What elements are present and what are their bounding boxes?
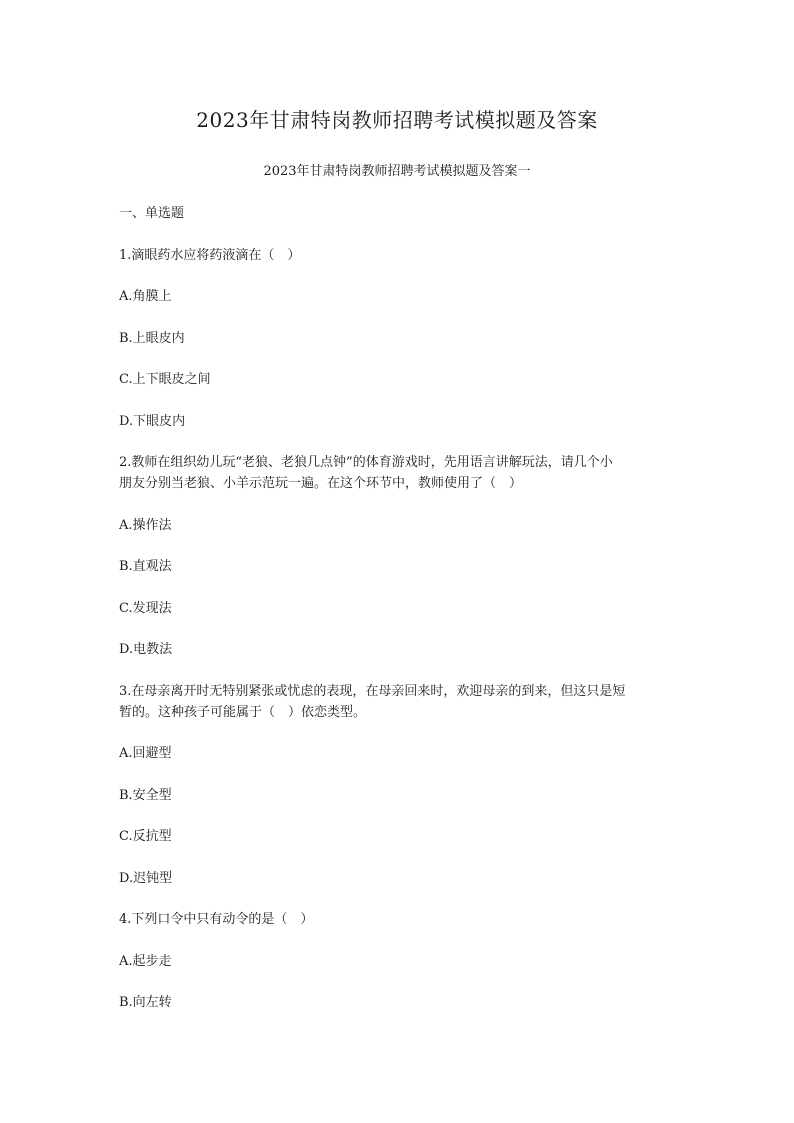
question-2-stem-line-1: 2.教师在组织幼儿玩“老狼、老狼几点钟”的体育游戏时，先用语言讲解玩法，请几个小	[119, 455, 613, 470]
question-2-option-d: D.电教法	[119, 642, 173, 657]
document-title: 2023年甘肃特岗教师招聘考试模拟题及答案	[196, 108, 598, 132]
document-subtitle: 2023年甘肃特岗教师招聘考试模拟题及答案一	[263, 164, 531, 179]
question-2-option-b: B.直观法	[119, 559, 172, 574]
question-4-option-a: A.起步走	[119, 954, 172, 969]
question-3-stem-line-1: 3.在母亲离开时无特别紧张或忧虑的表现，在母亲回来时，欢迎母亲的到来，但这只是短	[119, 684, 626, 699]
question-2-stem-line-2: 朋友分别当老狼、小羊示范玩一遍。在这个环节中，教师使用了（ ）	[119, 476, 523, 491]
question-3-option-d: D.迟钝型	[119, 871, 173, 886]
question-1-option-d: D.下眼皮内	[119, 414, 186, 429]
question-1-option-a: A.角膜上	[119, 289, 172, 304]
question-1-option-c: C.上下眼皮之间	[119, 372, 211, 387]
section-heading: 一、单选题	[119, 206, 185, 221]
question-1-option-b: B.上眼皮内	[119, 331, 185, 346]
question-3-option-c: C.反抗型	[119, 829, 172, 844]
question-3-stem-line-2: 暂的。这种孩子可能属于（ ）依恋类型。	[119, 705, 367, 720]
question-3-option-a: A.回避型	[119, 746, 172, 761]
question-2-option-a: A.操作法	[119, 518, 172, 533]
question-4-option-b: B.向左转	[119, 995, 172, 1010]
question-3-option-b: B.安全型	[119, 788, 172, 803]
question-2-option-c: C.发现法	[119, 601, 172, 616]
question-1-stem: 1.滴眼药水应将药液滴在（ ）	[119, 248, 301, 263]
question-4-stem: 4.下列口令中只有动令的是（ ）	[119, 912, 314, 927]
